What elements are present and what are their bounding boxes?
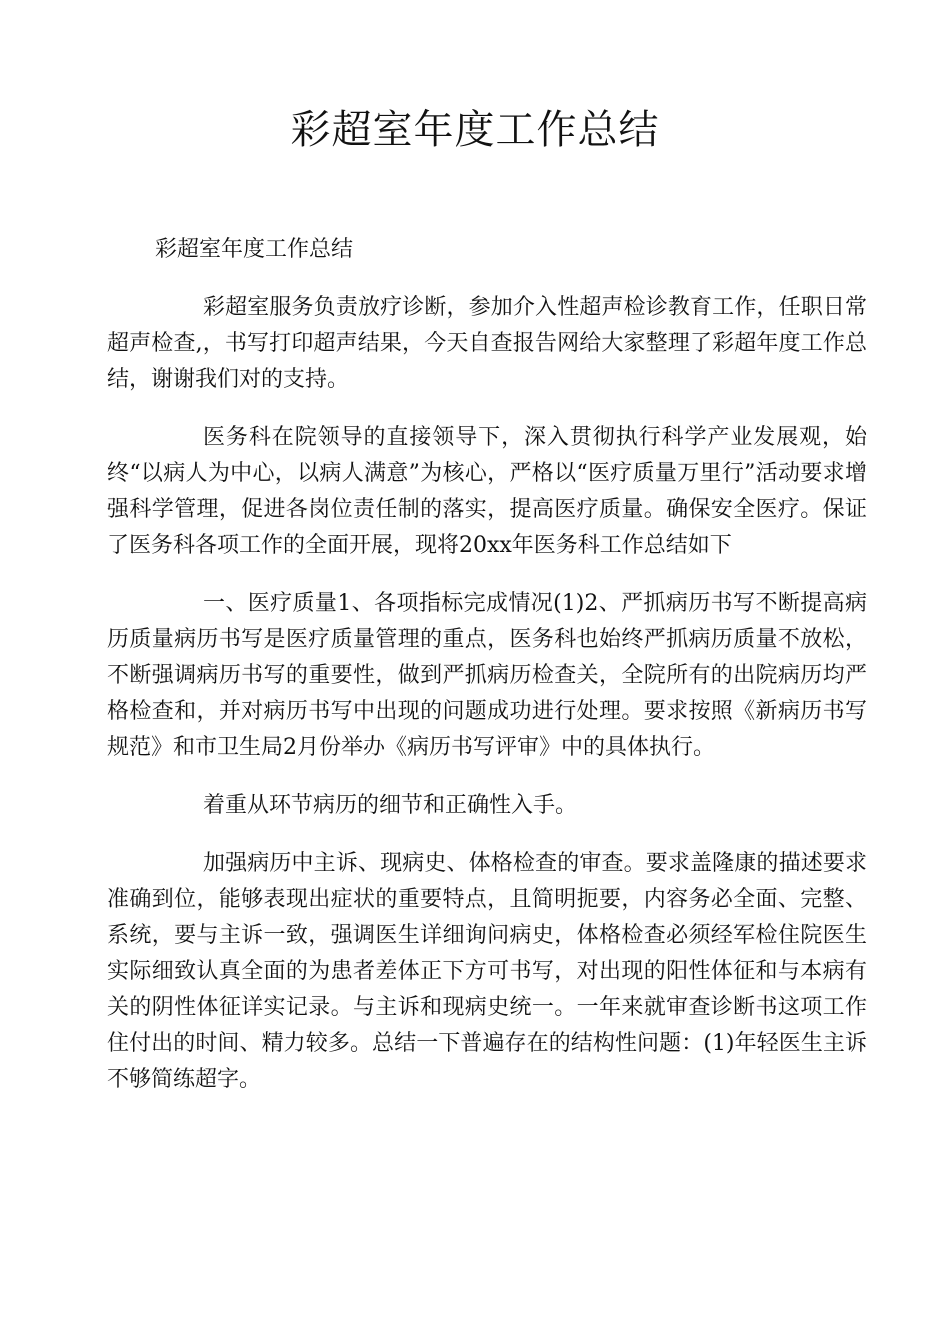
paragraph-intro: 彩超室服务负责放疗诊断，参加介入性超声检诊教育工作，任职日常超声检查,，书写打印超声结果，今天自查报告网给大家整理了彩超年度工作总结，谢谢我们对的支持。 (107, 295, 867, 392)
document-subtitle: 彩超室年度工作总结 (155, 237, 354, 262)
paragraph-record-review: 加强病历中主诉、现病史、体格检查的审查。要求盖隆康的描述要求准确到位，能够表现出症状的重要特点，且简明扼要，内容务必全面、完整、系统，要与主诉一致，强调医生详细询问病史，体格检查必须经军检住院医生实际细致认真全面的为患者差体正下方可书写，对出现的阳性体征和与本病有关的阴性体征详实记录。与主诉和现病史统一。一年来就审查诊断书这项工作住付出的时间、精力较多。总结一下普遍存在的结构性问题：(1)年轻医生主诉不够简练超字。 (107, 851, 867, 1092)
paragraph-overview: 医务科在院领导的直接领导下，深入贯彻执行科学产业发展观，始终“以病人为中心，以病人满意”为核心，严格以“医疗质量万里行”活动要求增强科学管理，促进各岗位责任制的落实，提高医疗质量。确保安全医疗。保证了医务科各项工作的全面开展，现将20xx年医务科工作总结如下 (107, 425, 867, 558)
paragraph-medical-quality: 一、医疗质量1、各项指标完成情况(1)2、严抓病历书写不断提高病历质量病历书写是医疗质量管理的重点，医务科也始终严抓病历质量不放松，不断强调病历书写的重要性，做到严抓病历检查关，全院所有的出院病历均严格检查和，并对病历书写中出现的问题成功进行处理。要求按照《新病历书写规范》和市卫生局2月份举办《病历书写评审》中的具体执行。 (107, 591, 867, 760)
document-body (107, 232, 867, 1120)
paragraph-focus: 着重从环节病历的细节和正确性入手。 (203, 793, 578, 818)
document-title: 彩超室年度工作总结 (290, 107, 660, 153)
